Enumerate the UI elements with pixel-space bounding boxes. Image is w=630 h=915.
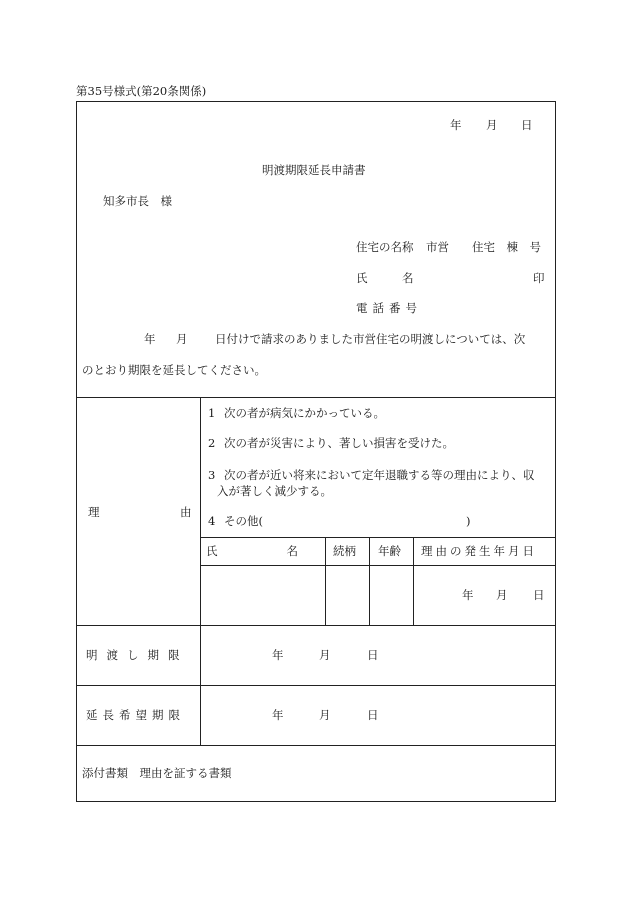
divider — [76, 625, 556, 626]
divider — [325, 537, 326, 625]
reason-option-4: その他( — [224, 514, 263, 528]
col-header-age: 年齢 — [378, 544, 401, 558]
divider — [76, 745, 556, 746]
col-header-relation: 続柄 — [333, 544, 356, 558]
date-year: 年 — [450, 118, 462, 132]
reason-option-4-close: ) — [466, 514, 471, 528]
divider — [369, 537, 370, 625]
addressee: 知多市長 様 — [103, 194, 172, 208]
reason-option-1: 次の者が病気にかかっている。 — [224, 406, 385, 420]
reason-option-4-num: 4 — [208, 514, 216, 528]
col-header-name: 氏 名 — [206, 544, 298, 558]
reason-option-1-num: 1 — [208, 406, 216, 420]
form-number: 第35号様式(第20条関係) — [76, 84, 207, 98]
vacate-month: 月 — [319, 648, 331, 662]
reason-option-3: 次の者が近い将来において定年退職する等の理由により、収 — [224, 468, 535, 482]
body-text: 日付けで請求のありました市営住宅の明渡しについては、次 — [215, 332, 526, 346]
reason-option-3-cont: 入が著しく減少する。 — [217, 484, 332, 498]
date-month: 月 — [486, 118, 498, 132]
reason-option-2-num: 2 — [208, 436, 216, 450]
occurrence-month: 月 — [496, 588, 508, 602]
body-month: 月 — [176, 332, 188, 346]
reason-label: 理 由 — [88, 505, 192, 519]
name-label: 氏 名 — [356, 271, 414, 285]
vacate-deadline-label: 明渡し期限 — [86, 648, 189, 662]
divider — [200, 397, 201, 745]
extension-month: 月 — [319, 708, 331, 722]
residence-label: 住宅の名称 — [356, 240, 414, 254]
body-year: 年 — [144, 332, 156, 346]
extension-day: 日 — [367, 708, 379, 722]
phone-label: 電話番号 — [356, 301, 422, 315]
occurrence-year: 年 — [462, 588, 474, 602]
occurrence-day: 日 — [533, 588, 545, 602]
vacate-year: 年 — [272, 648, 284, 662]
reason-option-3-num: 3 — [208, 468, 216, 482]
residence-value: 市営 住宅 棟 号 — [426, 240, 541, 254]
form-title: 明渡期限延長申請書 — [262, 163, 366, 177]
divider — [76, 397, 556, 398]
date-day: 日 — [521, 118, 533, 132]
extension-deadline-label: 延長希望期限 — [86, 708, 185, 722]
divider — [200, 537, 556, 538]
reason-option-2: 次の者が災害により、著しい損害を受けた。 — [224, 436, 454, 450]
divider — [200, 565, 556, 566]
col-header-occurrence: 理由の発生年月日 — [421, 544, 537, 558]
attachments: 添付書類 理由を証する書類 — [82, 766, 232, 780]
vacate-day: 日 — [367, 648, 379, 662]
seal-mark: 印 — [533, 271, 545, 285]
extension-year: 年 — [272, 708, 284, 722]
body-text-cont: のとおり期限を延長してください。 — [82, 363, 266, 377]
divider — [413, 537, 414, 625]
divider — [76, 685, 556, 686]
